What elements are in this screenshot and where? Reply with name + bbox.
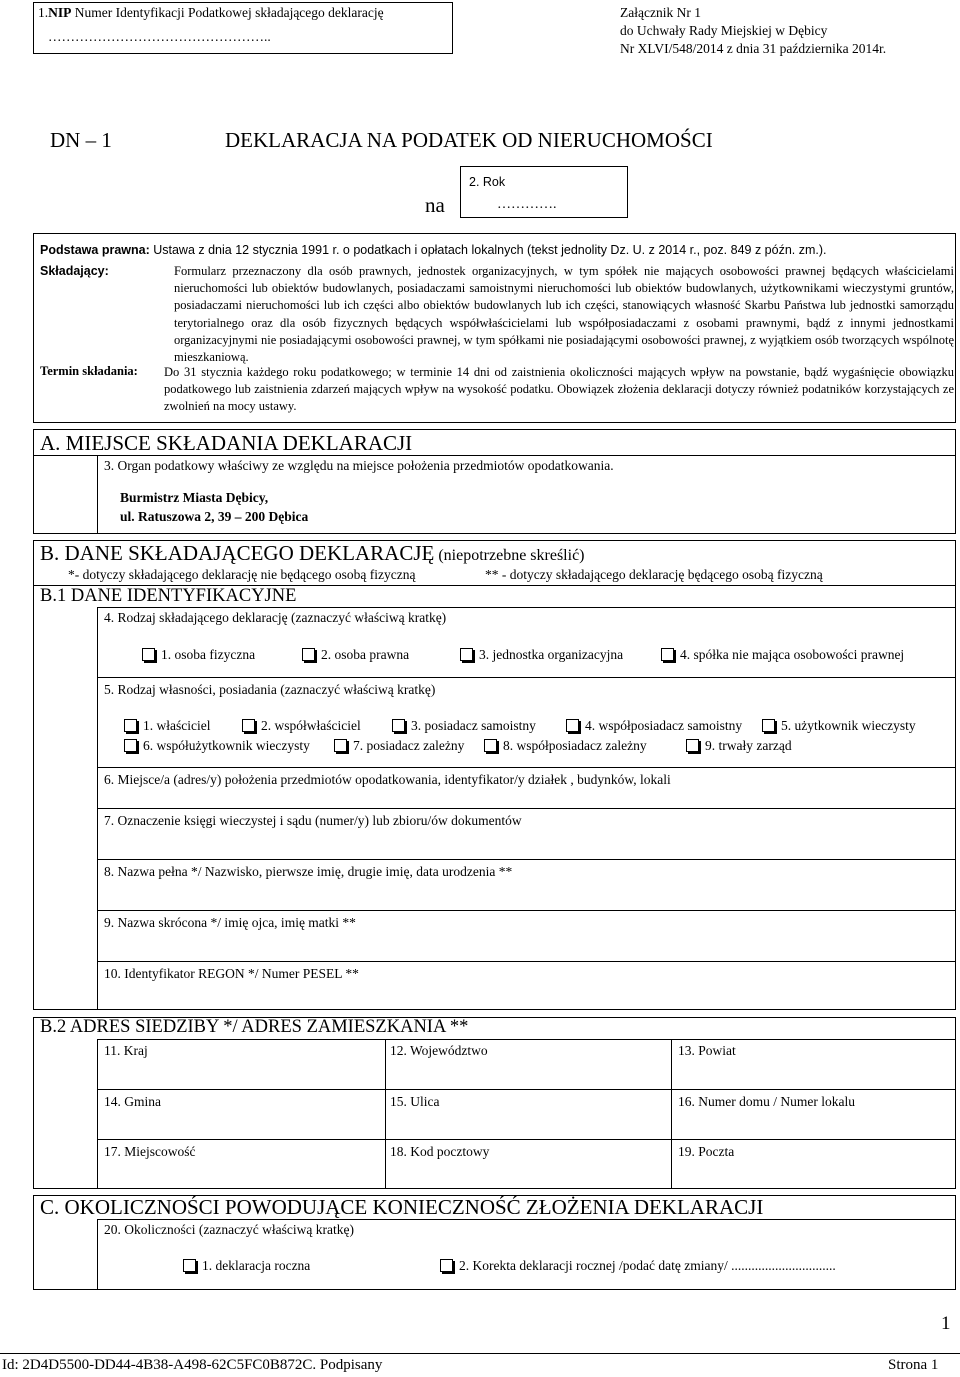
section-b-title: B. DANE SKŁADAJĄCEGO DEKLARACJĘ (niepotrzebne skreślić): [40, 541, 585, 565]
checkbox-option[interactable]: 9. trwały zarząd: [686, 738, 792, 754]
legal-basis: Podstawa prawna: Ustawa z dnia 12 stycznia 1991 r. o podatkach i opłatach lokalnych (tekst jednolity Dz. U. z 2014 r., poz. 849 z późn. zm.).: [40, 243, 827, 257]
checkbox-option[interactable]: 2. współwłaściciel: [242, 718, 361, 734]
filer-text: Formularz przeznaczony dla osób prawnych, jednostek organizacyjnych, w tym spółek nie mających osobowości prawnej będących właścicielami nieruchomości lub obiektów budowlanych, posiadaczami samoistnymi nieruchomości lub obiektów budowlanych, użytkownikami wieczystymi gruntów, posiadaczami nieruchomości lub ich części albo obiektów budowlanych lub ich części, stanowiących własność Skarbu Państwa lub jednostki samorządu terytorialnego oraz dla osób fizycznych będących współwłaścicielami lub współposiadaczami z osobami prawnymi, bądź z innymi jednostkami organizacyjnymi nie posiadającymi osobowości prawnej, w tym spółkami nie posiadającymi osobowości prawnej, z wyjątkiem osób tworzących wspólnotę mieszkaniową.: [174, 264, 954, 365]
field-20-label: 20. Okoliczności (zaznaczyć właściwą kratkę): [104, 1222, 355, 1237]
b2-title: B.2 ADRES SIEDZIBY */ ADRES ZAMIESZKANIA **: [40, 1017, 469, 1037]
year-field[interactable]: ………….: [497, 197, 557, 212]
checkbox-icon[interactable]: [242, 719, 255, 732]
divider: [97, 961, 956, 962]
field-9-label[interactable]: 9. Nazwa skrócona */ imię ojca, imię matki **: [104, 915, 356, 930]
page-number: 1: [941, 1313, 951, 1334]
address-field-street[interactable]: 15. Ulica: [390, 1094, 440, 1109]
checkbox-option[interactable]: 3. posiadacz samoistny: [392, 718, 536, 734]
attachment-line: do Uchwały Rady Miejskiej w Dębicy: [620, 23, 828, 38]
divider: [97, 910, 956, 911]
document-id: Id: 2D4D5500-DD44-4B38-A498-62C5FC0B872C. Podpisany: [2, 1357, 383, 1373]
divider: [97, 455, 98, 534]
nip-label: 1.NIP Numer Identyfikacji Podatkowej składającego deklarację: [38, 5, 384, 20]
address-field-voivodeship[interactable]: 12. Województwo: [390, 1043, 488, 1058]
attachment-line: Nr XLVI/548/2014 z dnia 31 października 2014r.: [620, 41, 887, 56]
checkbox-option[interactable]: 7. posiadacz zależny: [334, 738, 464, 754]
field-8-label[interactable]: 8. Nazwa pełna */ Nazwisko, pierwsze imię, drugie imię, data urodzenia **: [104, 864, 513, 879]
year-label: 2. Rok: [469, 175, 506, 189]
divider: [97, 1219, 98, 1290]
attachment-info: [620, 4, 886, 58]
checkbox-icon[interactable]: [661, 648, 674, 661]
checkbox-icon[interactable]: [183, 1259, 196, 1272]
divider: [97, 808, 956, 809]
address-field-postal-code[interactable]: 18. Kod pocztowy: [390, 1144, 490, 1159]
attachment-line: Załącznik Nr 1: [620, 5, 701, 20]
checkbox-option[interactable]: 1. deklaracja roczna: [183, 1258, 310, 1274]
address-field-commune[interactable]: 14. Gmina: [104, 1094, 161, 1109]
deadline-text: Do 31 stycznia każdego roku podatkowego; w terminie 14 dni od zaistnienia okoliczności mających wpływ na powstanie, bądź wygaśnięcie obowiązku podatkowego lub zaistnienia zdarzeń mających wpływ na wysokość podatku. Obowiązek złożenia deklaracji dotyczy również podatników korzystających ze zwolnień na mocy ustawy.: [164, 365, 954, 414]
checkbox-option[interactable]: 3. jednostka organizacyjna: [460, 647, 623, 663]
checkbox-option[interactable]: 8. współposiadacz zależny: [484, 738, 647, 754]
checkbox-icon[interactable]: [142, 648, 155, 661]
divider: [97, 677, 956, 678]
na-label: na: [425, 193, 445, 217]
note-double-asterisk: ** - dotyczy składającego deklarację będącego osobą fizyczną: [485, 567, 823, 582]
checkbox-icon[interactable]: [124, 719, 137, 732]
section-c-title: C. OKOLICZNOŚCI POWODUJĄCE KONIECZNOŚĆ ZŁOŻENIA DEKLARACJI: [40, 1195, 764, 1219]
checkbox-option[interactable]: 5. użytkownik wieczysty: [762, 718, 916, 734]
divider: [671, 1039, 672, 1189]
address-field-post-office[interactable]: 19. Poczta: [678, 1144, 735, 1159]
checkbox-icon[interactable]: [484, 739, 497, 752]
checkbox-icon[interactable]: [392, 719, 405, 732]
checkbox-option[interactable]: 4. spółka nie mająca osobowości prawnej: [661, 647, 904, 663]
field-7-label[interactable]: 7. Oznaczenie księgi wieczystej i sądu (numer/y) lub zbioru/ów dokumentów: [104, 813, 522, 828]
divider: [97, 607, 956, 608]
tax-office-name: Burmistrz Miasta Dębicy,: [120, 490, 269, 505]
field-6-label[interactable]: 6. Miejsce/a (adres/y) położenia przedmiotów opodatkowania, identyfikator/y działek , budynków, lokali: [104, 772, 671, 787]
section-a-title: A. MIEJSCE SKŁADANIA DEKLARACJI: [40, 431, 413, 455]
checkbox-option[interactable]: 4. współposiadacz samoistny: [566, 718, 742, 734]
field-5-label: 5. Rodzaj własności, posiadania (zaznaczyć właściwą kratkę): [104, 682, 436, 697]
page-label: Strona 1: [888, 1357, 939, 1373]
form-code: DN – 1: [50, 128, 112, 152]
checkbox-option[interactable]: 2. osoba prawna: [302, 647, 409, 663]
divider: [97, 1039, 98, 1189]
address-field-city[interactable]: 17. Miejscowość: [104, 1144, 196, 1159]
checkbox-icon[interactable]: [124, 739, 137, 752]
checkbox-icon[interactable]: [302, 648, 315, 661]
divider: [97, 767, 956, 768]
address-field-country[interactable]: 11. Kraj: [104, 1043, 148, 1058]
tax-office-address: ul. Ratuszowa 2, 39 – 200 Dębica: [120, 509, 309, 524]
filer-label: Składający:: [40, 264, 109, 278]
checkbox-option[interactable]: 6. współużytkownik wieczysty: [124, 738, 310, 754]
divider: [97, 1139, 956, 1140]
nip-field[interactable]: …………………………………………..: [48, 29, 271, 44]
b1-title: B.1 DANE IDENTYFIKACYJNE: [40, 586, 297, 606]
checkbox-option[interactable]: 1. właściciel: [124, 718, 210, 734]
checkbox-option[interactable]: 2. Korekta deklaracji rocznej /podać datę zmiany/ ...............................: [440, 1258, 836, 1274]
note-single-asterisk: *- dotyczy składającego deklarację nie będącego osobą fizyczną: [68, 567, 416, 582]
divider: [97, 1039, 956, 1040]
divider: [385, 1039, 386, 1189]
divider: [97, 1089, 956, 1090]
deadline-label: Termin składania:: [40, 364, 138, 378]
checkbox-icon[interactable]: [440, 1259, 453, 1272]
checkbox-icon[interactable]: [460, 648, 473, 661]
checkbox-icon[interactable]: [686, 739, 699, 752]
page-title: DEKLARACJA NA PODATEK OD NIERUCHOMOŚCI: [225, 128, 713, 152]
address-field-county[interactable]: 13. Powiat: [678, 1043, 736, 1058]
nip-box: [33, 2, 453, 54]
checkbox-icon[interactable]: [762, 719, 775, 732]
divider: [97, 1219, 956, 1220]
checkbox-icon[interactable]: [566, 719, 579, 732]
year-box[interactable]: [460, 166, 628, 218]
field-3-label: 3. Organ podatkowy właściwy ze względu na miejsce położenia przedmiotów opodatkowania.: [104, 458, 614, 473]
field-4-label: 4. Rodzaj składającego deklarację (zaznaczyć właściwą kratkę): [104, 610, 447, 625]
address-field-house-number[interactable]: 16. Numer domu / Numer lokalu: [678, 1094, 855, 1109]
checkbox-icon[interactable]: [334, 739, 347, 752]
field-10-label[interactable]: 10. Identyfikator REGON */ Numer PESEL **: [104, 966, 359, 981]
footer-divider: [0, 1353, 960, 1354]
checkbox-option[interactable]: 1. osoba fizyczna: [142, 647, 255, 663]
divider: [97, 859, 956, 860]
